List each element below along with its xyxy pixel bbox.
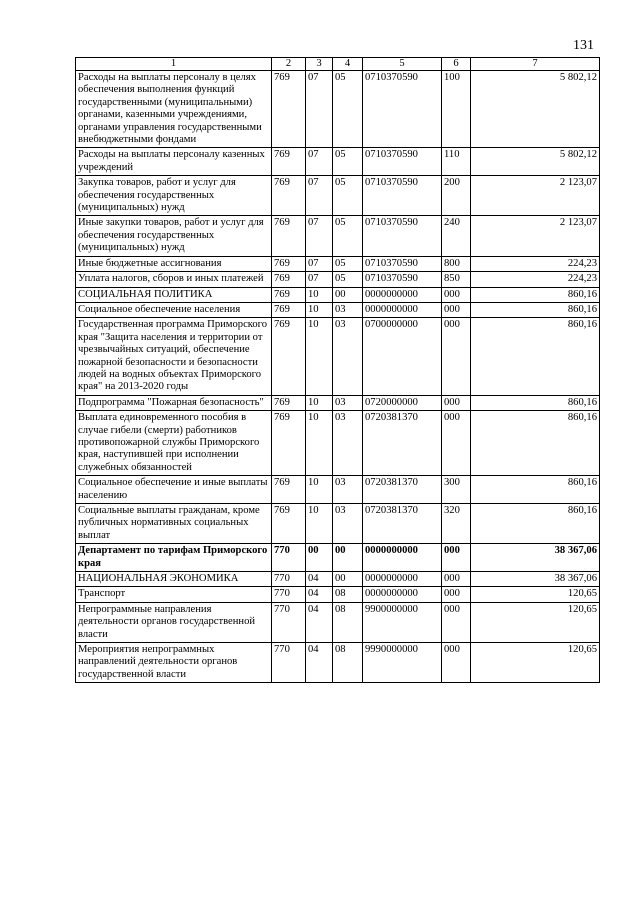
row-col-3: 04 [306, 602, 333, 642]
table-row [76, 302, 600, 317]
row-col-4: 05 [333, 176, 363, 216]
row-col-4: 05 [333, 148, 363, 176]
row-col-5: 0000000000 [363, 544, 442, 572]
row-sum: 224,23 [471, 256, 600, 271]
row-col-5: 0720381370 [363, 411, 442, 476]
header-cell: 3 [306, 58, 333, 71]
row-col-3: 10 [306, 287, 333, 302]
row-col-2: 770 [272, 602, 306, 642]
row-col-2: 769 [272, 476, 306, 504]
row-col-6: 850 [442, 272, 471, 287]
row-col-4: 05 [333, 272, 363, 287]
row-col-6: 000 [442, 602, 471, 642]
row-col-3: 04 [306, 643, 333, 683]
row-sum: 860,16 [471, 302, 600, 317]
row-col-2: 769 [272, 318, 306, 395]
row-sum: 860,16 [471, 504, 600, 544]
row-name: Уплата налогов, сборов и иных платежей [76, 272, 272, 287]
row-col-6: 110 [442, 148, 471, 176]
row-col-2: 769 [272, 395, 306, 410]
row-col-3: 10 [306, 476, 333, 504]
row-col-4: 08 [333, 587, 363, 602]
row-name: Социальное обеспечение населения [76, 302, 272, 317]
table-body [76, 71, 600, 683]
row-name: Департамент по тарифам Приморского края [76, 544, 272, 572]
table-row [76, 148, 600, 176]
row-col-6: 800 [442, 256, 471, 271]
table-row [76, 176, 600, 216]
row-col-3: 07 [306, 176, 333, 216]
row-col-5: 0710370590 [363, 71, 442, 148]
row-col-6: 000 [442, 587, 471, 602]
header-row [76, 58, 600, 71]
row-col-3: 07 [306, 256, 333, 271]
row-name: Мероприятия непрограммных направлений деятельности органов государственной власти [76, 643, 272, 683]
row-col-2: 769 [272, 287, 306, 302]
header-cell: 1 [76, 58, 272, 71]
row-col-3: 07 [306, 71, 333, 148]
row-col-5: 9990000000 [363, 643, 442, 683]
table-row [76, 476, 600, 504]
row-col-6: 320 [442, 504, 471, 544]
row-sum: 120,65 [471, 643, 600, 683]
row-col-2: 769 [272, 71, 306, 148]
table-row [76, 572, 600, 587]
row-name: Транспорт [76, 587, 272, 602]
table-row [76, 71, 600, 148]
row-col-5: 0000000000 [363, 302, 442, 317]
table-row [76, 544, 600, 572]
row-col-4: 03 [333, 411, 363, 476]
row-col-5: 0710370590 [363, 176, 442, 216]
row-col-4: 03 [333, 302, 363, 317]
row-col-2: 769 [272, 176, 306, 216]
table-row [76, 504, 600, 544]
row-name: Государственная программа Приморского края "Защита населения и территории от чрезвычайных ситуаций, обеспечение пожарной безопасности и безопасности людей на водных объектах Приморского края" на 2013-2020 годы [76, 318, 272, 395]
row-col-3: 00 [306, 544, 333, 572]
row-col-3: 04 [306, 572, 333, 587]
header-cell: 7 [471, 58, 600, 71]
row-col-2: 769 [272, 504, 306, 544]
row-name: Непрограммные направления деятельности органов государственной власти [76, 602, 272, 642]
row-name: Социальное обеспечение и иные выплаты населению [76, 476, 272, 504]
row-sum: 860,16 [471, 476, 600, 504]
row-col-6: 000 [442, 643, 471, 683]
row-sum: 5 802,12 [471, 71, 600, 148]
row-col-5: 0720000000 [363, 395, 442, 410]
row-col-5: 0710370590 [363, 256, 442, 271]
row-col-5: 0710370590 [363, 148, 442, 176]
row-name: Выплата единовременного пособия в случае гибели (смерти) работников противопожарной службы Приморского края, наступившей при исполнении служебных обязанностей [76, 411, 272, 476]
row-name: НАЦИОНАЛЬНАЯ ЭКОНОМИКА [76, 572, 272, 587]
row-col-6: 000 [442, 287, 471, 302]
row-name: СОЦИАЛЬНАЯ ПОЛИТИКА [76, 287, 272, 302]
table-row [76, 272, 600, 287]
row-col-6: 000 [442, 318, 471, 395]
header-cell: 4 [333, 58, 363, 71]
row-col-4: 05 [333, 216, 363, 256]
row-sum: 2 123,07 [471, 216, 600, 256]
row-name: Расходы на выплаты персоналу казенных учреждений [76, 148, 272, 176]
row-sum: 860,16 [471, 411, 600, 476]
row-col-5: 9900000000 [363, 602, 442, 642]
row-col-5: 0000000000 [363, 572, 442, 587]
row-sum: 224,23 [471, 272, 600, 287]
row-col-5: 0710370590 [363, 216, 442, 256]
table-row [76, 216, 600, 256]
row-col-6: 000 [442, 411, 471, 476]
row-sum: 2 123,07 [471, 176, 600, 216]
table-row [76, 411, 600, 476]
row-col-2: 770 [272, 643, 306, 683]
row-col-6: 000 [442, 572, 471, 587]
row-col-2: 769 [272, 411, 306, 476]
row-sum: 38 367,06 [471, 544, 600, 572]
row-col-6: 100 [442, 71, 471, 148]
row-col-2: 769 [272, 302, 306, 317]
row-col-2: 770 [272, 572, 306, 587]
row-col-4: 00 [333, 572, 363, 587]
row-col-5: 0710370590 [363, 272, 442, 287]
row-sum: 120,65 [471, 587, 600, 602]
row-col-6: 000 [442, 544, 471, 572]
row-col-3: 07 [306, 148, 333, 176]
row-col-3: 10 [306, 302, 333, 317]
row-col-6: 000 [442, 395, 471, 410]
row-col-4: 08 [333, 602, 363, 642]
row-col-2: 769 [272, 272, 306, 287]
header-cell: 6 [442, 58, 471, 71]
row-col-5: 0720381370 [363, 476, 442, 504]
row-col-4: 03 [333, 476, 363, 504]
row-col-4: 03 [333, 318, 363, 395]
row-col-5: 0720381370 [363, 504, 442, 544]
page-number: 131 [573, 38, 594, 53]
table-row [76, 256, 600, 271]
row-col-2: 770 [272, 587, 306, 602]
table-row [76, 643, 600, 683]
row-col-2: 769 [272, 216, 306, 256]
row-col-3: 04 [306, 587, 333, 602]
row-col-6: 300 [442, 476, 471, 504]
table-row [76, 287, 600, 302]
row-col-3: 07 [306, 272, 333, 287]
row-name: Иные закупки товаров, работ и услуг для обеспечения государственных (муниципальных) нужд [76, 216, 272, 256]
row-col-4: 00 [333, 544, 363, 572]
table-row [76, 602, 600, 642]
row-sum: 5 802,12 [471, 148, 600, 176]
row-col-4: 03 [333, 395, 363, 410]
row-col-6: 000 [442, 302, 471, 317]
row-col-3: 10 [306, 318, 333, 395]
row-col-6: 200 [442, 176, 471, 216]
row-col-3: 10 [306, 395, 333, 410]
row-name: Социальные выплаты гражданам, кроме публичных нормативных социальных выплат [76, 504, 272, 544]
row-col-4: 05 [333, 256, 363, 271]
budget-table [75, 57, 600, 683]
row-col-3: 07 [306, 216, 333, 256]
row-col-4: 00 [333, 287, 363, 302]
header-cell: 5 [363, 58, 442, 71]
row-col-3: 10 [306, 411, 333, 476]
row-name: Подпрограмма "Пожарная безопасность" [76, 395, 272, 410]
row-col-2: 770 [272, 544, 306, 572]
row-name: Расходы на выплаты персоналу в целях обеспечения выполнения функций государственными (муниципальными) органами, казенными учреждениями, органами управления государственными внебюджетными фондами [76, 71, 272, 148]
table-row [76, 587, 600, 602]
row-sum: 120,65 [471, 602, 600, 642]
row-sum: 860,16 [471, 287, 600, 302]
row-sum: 860,16 [471, 318, 600, 395]
row-name: Закупка товаров, работ и услуг для обеспечения государственных (муниципальных) нужд [76, 176, 272, 216]
row-sum: 860,16 [471, 395, 600, 410]
row-col-5: 0700000000 [363, 318, 442, 395]
row-sum: 38 367,06 [471, 572, 600, 587]
table-row [76, 395, 600, 410]
header-cell: 2 [272, 58, 306, 71]
row-col-5: 0000000000 [363, 587, 442, 602]
row-col-4: 03 [333, 504, 363, 544]
row-col-4: 08 [333, 643, 363, 683]
row-col-2: 769 [272, 256, 306, 271]
row-col-2: 769 [272, 148, 306, 176]
row-col-5: 0000000000 [363, 287, 442, 302]
row-col-4: 05 [333, 71, 363, 148]
row-col-3: 10 [306, 504, 333, 544]
row-col-6: 240 [442, 216, 471, 256]
row-name: Иные бюджетные ассигнования [76, 256, 272, 271]
table-row [76, 318, 600, 395]
